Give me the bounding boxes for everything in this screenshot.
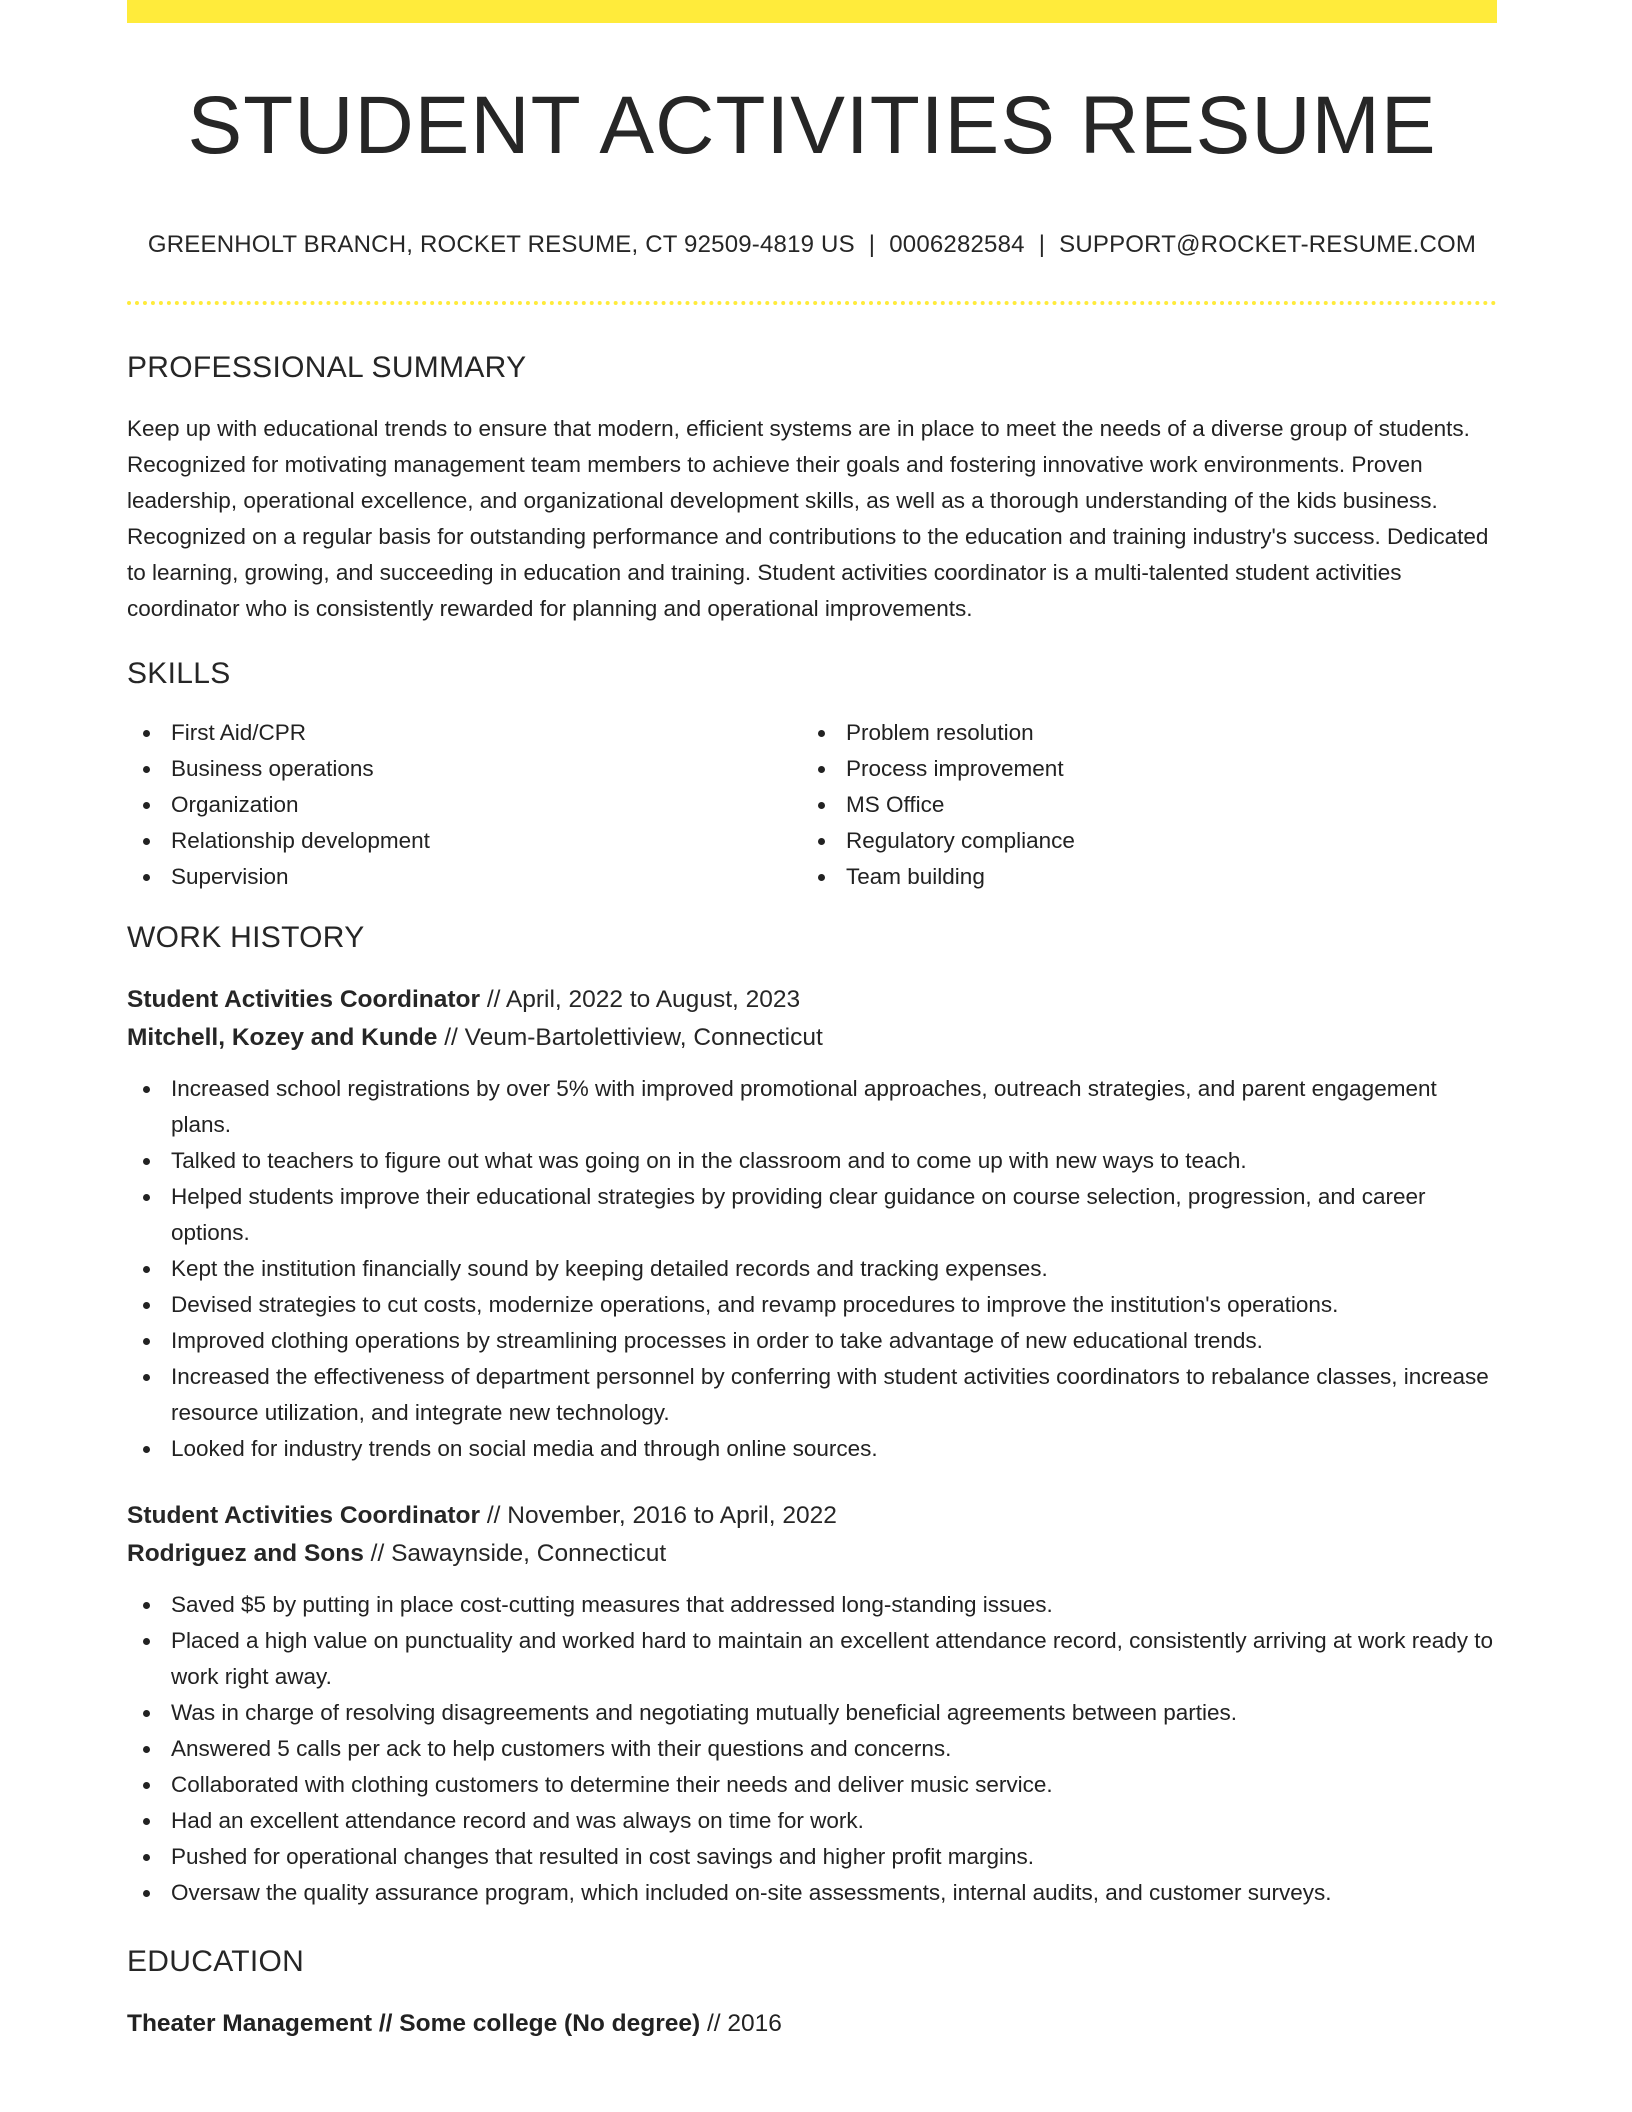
education-entry [127, 2005, 1497, 2043]
job-bullet: Devised strategies to cut costs, modernize operations, and revamp procedures to improve the institution's operations. [127, 1287, 1497, 1323]
job-bullet: Pushed for operational changes that resulted in cost savings and higher profit margins. [127, 1839, 1497, 1875]
skill-item: Team building [802, 859, 1477, 895]
skill-item: Problem resolution [802, 715, 1477, 751]
contact-separator: | [1038, 231, 1046, 258]
job-bullet: Saved $5 by putting in place cost-cutting measures that addressed long-standing issues. [127, 1587, 1497, 1623]
summary-text: Keep up with educational trends to ensure that modern, efficient systems are in place to meet the needs of a diverse group of students. Recognized for motivating management team members to achieve their goals and fostering innovative work environments. Proven leadership, operational excellence, and organizational development skills, as well as a thorough understanding of the kids business. Recognized on a regular basis for outstanding performance and contributions to the education and training industry's success. Dedicated to learning, growing, and succeeding in education and training. Student activities coordinator is a multi-talented student activities coordinator who is consistently rewarded for planning and operational improvements. [127, 416, 1489, 621]
job-title-line [127, 981, 1497, 1019]
education-degree: Theater Management // Some college (No degree) [127, 2010, 701, 2037]
job-title: Student Activities Coordinator [127, 986, 481, 1013]
contact-line [127, 231, 1497, 259]
job-bullet: Increased the effectiveness of department personnel by conferring with student activities coordinators to rebalance classes, increase resource utilization, and integrate new technology. [127, 1359, 1497, 1431]
education-heading: EDUCATION [127, 1945, 305, 1978]
skill-item: Supervision [127, 859, 802, 895]
job-bullet: Kept the institution financially sound by keeping detailed records and tracking expenses. [127, 1251, 1497, 1287]
contact-separator: | [868, 231, 876, 258]
skills-column-right [802, 715, 1477, 895]
job-bullet: Had an excellent attendance record and was always on time for work. [127, 1803, 1497, 1839]
job-company: Rodriguez and Sons [127, 1540, 364, 1567]
accent-bar [127, 0, 1497, 23]
job-bullet: Looked for industry trends on social media and through online sources. [127, 1431, 1497, 1467]
job-bullets [127, 1071, 1497, 1467]
resume-page [127, 0, 1497, 2043]
skill-item: Business operations [127, 751, 802, 787]
job-bullet: Was in charge of resolving disagreements and negotiating mutually beneficial agreements between parties. [127, 1695, 1497, 1731]
job-bullet: Placed a high value on punctuality and worked hard to maintain an excellent attendance record, consistently arriving at work ready to work right away. [127, 1623, 1497, 1695]
skill-item: Relationship development [127, 823, 802, 859]
job-company: Mitchell, Kozey and Kunde [127, 1024, 438, 1051]
work-history-heading: WORK HISTORY [127, 921, 365, 954]
resume-title: STUDENT ACTIVITIES RESUME [187, 80, 1437, 171]
skills-list [127, 715, 1497, 895]
skill-item: Process improvement [802, 751, 1477, 787]
job-dates: // November, 2016 to April, 2022 [486, 1502, 837, 1529]
education-year: // 2016 [706, 2010, 782, 2037]
job-bullet: Helped students improve their educational strategies by providing clear guidance on course selection, progression, and career options. [127, 1179, 1497, 1251]
skill-item: MS Office [802, 787, 1477, 823]
job-company-line [127, 1019, 1497, 1057]
job-bullet: Increased school registrations by over 5% with improved promotional approaches, outreach strategies, and parent engagement plans. [127, 1071, 1497, 1143]
contact-phone: 0006282584 [889, 231, 1025, 258]
job-title: Student Activities Coordinator [127, 1502, 481, 1529]
dotted-divider [127, 301, 1497, 305]
contact-address: GREENHOLT BRANCH, ROCKET RESUME, CT 92509-4819 US [147, 231, 855, 258]
job-bullet: Talked to teachers to figure out what was going on in the classroom and to come up with new ways to teach. [127, 1143, 1497, 1179]
job-dates: // April, 2022 to August, 2023 [486, 986, 801, 1013]
job-entry [127, 1497, 1497, 1911]
job-bullet: Collaborated with clothing customers to determine their needs and deliver music service. [127, 1767, 1497, 1803]
contact-email: SUPPORT@ROCKET-RESUME.COM [1059, 231, 1477, 258]
skills-column-left [127, 715, 802, 895]
skill-item: First Aid/CPR [127, 715, 802, 751]
job-bullet: Answered 5 calls per ack to help customers with their questions and concerns. [127, 1731, 1497, 1767]
job-bullet: Oversaw the quality assurance program, which included on-site assessments, internal audits, and customer surveys. [127, 1875, 1497, 1911]
skill-item: Regulatory compliance [802, 823, 1477, 859]
job-entry [127, 981, 1497, 1467]
job-company-line [127, 1535, 1497, 1573]
job-title-line [127, 1497, 1497, 1535]
job-location: // Veum-Bartolettiview, Connecticut [444, 1024, 823, 1051]
job-bullet: Improved clothing operations by streamlining processes in order to take advantage of new educational trends. [127, 1323, 1497, 1359]
skills-heading: SKILLS [127, 657, 231, 690]
job-location: // Sawaynside, Connecticut [370, 1540, 667, 1567]
skill-item: Organization [127, 787, 802, 823]
summary-heading: PROFESSIONAL SUMMARY [127, 351, 527, 384]
job-bullets [127, 1587, 1497, 1911]
